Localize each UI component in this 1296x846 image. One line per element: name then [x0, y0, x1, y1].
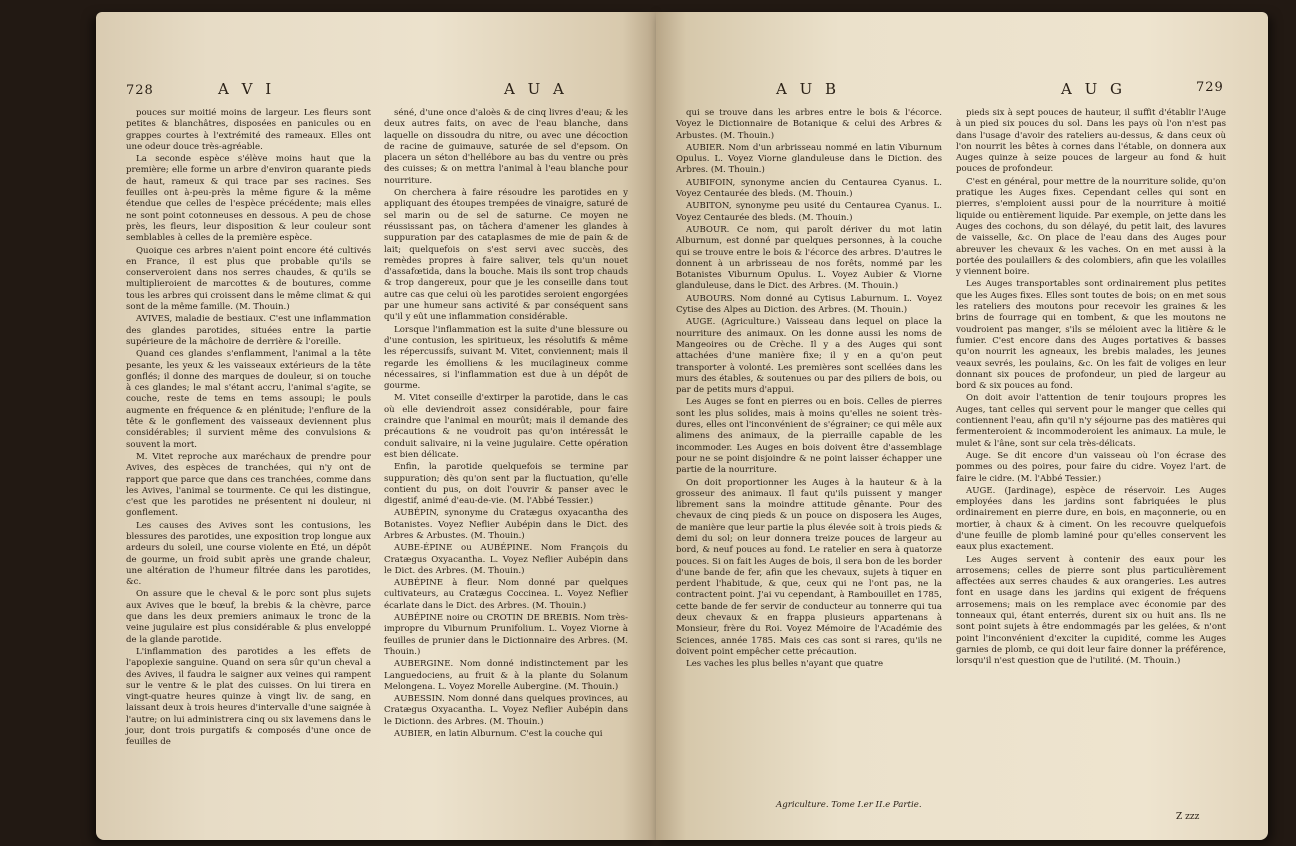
- paragraph: AUBESSIN. Nom donné dans quelques provinces, au Cratægus Oxyacantha. L. Voyez Neflier Aubépin dans le Dictionn. des Arbres. (M. Thouin.): [384, 694, 628, 727]
- left-column-1: [126, 108, 371, 750]
- left-column-2: [384, 108, 628, 741]
- paragraph: AUBIER. Nom d'un arbrisseau nommé en latin Viburnum Opulus. L. Voyez Viorne glanduleuse dans le Diction. des Arbres. (M. Thouin.): [676, 142, 942, 176]
- paragraph: M. Vitet reproche aux maréchaux de prendre pour Avives, des espèces de tranchées, qui n'y ont de rapport que parce que dans ces tranchées, comme dans les Avives, l'animal se tourmente. Ce qui les distingue, c'est que les parotides ne présentent ni douleur, ni gonflement.: [126, 451, 371, 519]
- right-page: [656, 12, 1268, 840]
- paragraph: AVIVES, maladie de bestiaux. C'est une inflammation des glandes parotides, situées entre la partie supérieure de la mâchoire de derrière & l'oreille.: [126, 314, 371, 347]
- right-head-aug: A U G: [1061, 80, 1126, 98]
- paragraph: Les Auges servent à contenir des eaux pour les arrosemens; celles de pierre sont plus particulièrement affectées aux serres chaudes & aux orangeries. Les autres font en usage dans les jardins qui exigent de fréquens arrosemens; mais on les remplace avec économie par des tonneaux qui, étant enterrés, durent six ou huit ans. Ils ne sont point sujets à être endommagés par les gelées, & n'ont point l'inconvénient d'exciter la cupidité, comme les Auges garnies de plomb, ce qui doit leur faire donner la préférence, lorsqu'il n'est question que de l'utilité. (M. Thouin.): [956, 554, 1226, 667]
- paragraph: AUGE. (Jardinage), espèce de réservoir. Les Auges employées dans les jardins sont fabriquées le plus ordinairement en pierre dure, en bois, en maçonnerie, ou en mortier, à chaux & à ciment. On les recouvre quelquefois d'une feuille de plomb laminé pour qu'elles conservent les eaux plus exactement.: [956, 485, 1226, 553]
- right-page-number: 729: [1196, 80, 1224, 95]
- paragraph: C'est en général, pour mettre de la nourriture solide, qu'on pratique les Auges fixes. Cependant celles qui sont en pierres, s'emploient aussi pour de la nourriture à moitié liquide ou entièrement liquide. Par exemple, on jette dans les Auges des cochons, du son délayé, du petit lait, des lavures de vaisselle, &c. On place de l'eau dans des Auges pour abreuver les chevaux & les vaches. On en met aussi à la portée des poulaillers & des colombiers, afin que les volailles y viennent boire.: [956, 176, 1226, 278]
- paragraph: Lorsque l'inflammation est la suite d'une blessure ou d'une contusion, les spiritueux, les résolutifs & même les répercussifs, suivant M. Vitet, conviennent; mais il regarde les émolliens & les mucilagineux comme nécessaires, si l'inflammation est due à un dépôt de gourme.: [384, 324, 628, 392]
- paragraph: M. Vitet conseille d'extirper la parotide, dans le cas où elle deviendroit assez considérable, pour faire craindre que l'animal en mourût; mais il demande des précautions & ne voudroit pas qu'on intéressât le conduit salivaire, ni la veine jugulaire. Cette opération est bien délicate.: [384, 393, 628, 460]
- paragraph: On doit avoir l'attention de tenir toujours propres les Auges, tant celles qui servent pour le manger que celles qui contiennent l'eau, afin qu'il n'y séjourne pas des matières qui fermenteroient & incommoderoient les animaux. La mule, le mulet & l'âne, sont sur cela très-délicats.: [956, 393, 1226, 449]
- volume-footer: Agriculture. Tome I.er II.e Partie.: [776, 800, 922, 810]
- paragraph: AUBE-ÉPINE ou AUBÉPINE. Nom François du Cratægus Oxyacantha. L. Voyez Neflier Aubépin dans le Dict. des Arbres. (M. Thouin.): [384, 543, 628, 576]
- left-page-number: 728: [126, 83, 154, 98]
- paragraph: AUBIER, en latin Alburnum. C'est la couche qui: [394, 729, 603, 740]
- right-head-aub: A U B: [776, 80, 841, 98]
- signature-mark: Z zzz: [1176, 812, 1200, 822]
- left-head-aua: A U A: [504, 80, 568, 98]
- paragraph: séné, d'une once d'aloès & de cinq livres d'eau; & les deux autres faits, on avec de l'eau blanche, dans laquelle on dissoudra du nitre, ou avec une décoction de racine de guimauve, saturée de sel d'epsom. On placera un séton d'hellébore au bas du ventre ou près des cuisses; & on mettra l'animal à l'eau blanche pour nourriture.: [384, 108, 628, 186]
- left-page: [96, 12, 656, 840]
- paragraph: On assure que le cheval & le porc sont plus sujets aux Avives que le bœuf, la brebis & la chèvre, parce que dans les deux premiers animaux le tronc de la veine jugulaire est plus considérable & plus enveloppé de la glande parotide.: [126, 589, 371, 645]
- paragraph: AUBERGINE. Nom donné indistinctement par les Languedociens, au fruit & à la plante du Solanum Melongena. L. Voyez Morelle Aubergine. (M. Thouin.): [384, 659, 628, 692]
- paragraph: AUBITON, synonyme peu usité du Centaurea Cyanus. L. Voyez Centaurée des bleds. (M. Thouin.): [676, 201, 942, 223]
- paragraph: La seconde espèce s'élève moins haut que la première; elle forme un arbre d'environ quarante pieds de haut, rameux & qui trace par ses racines. Ses feuilles ont à-peu-près la même figure & la même étendue que celles de l'espèce précédente; mais elles ne sont point cotonneuses en dessous. A peu de chose près, les fleurs, leur disposition & leur couleur sont semblables à celles de la première espèce.: [126, 154, 371, 244]
- paragraph: Quoique ces arbres n'aient point encore été cultivés en France, il est plus que probable qu'ils se conserveroient dans nos serres chaudes, & qu'ils se multiplieroient de marcottes & de boutures, comme tous les arbres qui croissent dans le même climat & qui sont de la même famille. (M. Thouin.): [126, 245, 371, 313]
- right-column-1: [676, 108, 942, 672]
- paragraph: pouces sur moitié moins de largeur. Les fleurs sont petites & blanchâtres, disposées en panicules ou en grappes courtes à l'extrémité des rameaux. Elles ont une odeur douce très-agréable.: [126, 108, 371, 152]
- paragraph: L'inflammation des parotides a les effets de l'apoplexie sanguine. Quand on sera sûr qu'un cheval a des Avives, il faudra le saigner aux veines qui rampent sur le ventre & le plat des cuisses. On lui tirera en vingt-quatre heures quinze à vingt liv. de sang, en laissant deux à trois heures d'intervalle d'une saignée à l'autre; on lui administrera cinq ou six lavemens dans le jour, dont trois purgatifs & composés d'une once de feuilles de: [126, 646, 371, 748]
- left-running-head: [126, 80, 626, 98]
- paragraph: pieds six à sept pouces de hauteur, il suffit d'établir l'Auge à un pied six pouces du sol. Dans les pays où l'on n'est pas dans l'usage d'avoir des rateliers au-dessus, & dans ceux où l'on nourrit les bêtes à cornes dans l'étable, on donnera aux Auges quinze à seize pouces de largeur au fond & huit pouces de profondeur.: [956, 108, 1226, 175]
- paragraph: Les Auges transportables sont ordinairement plus petites que les Auges fixes. Elles sont toutes de bois; on en met sous les rateliers des moutons pour recevoir les graines & les brins de fourrage qui en tombent, & que les moutons ne voudroient pas manger, s'ils se méloient avec la litière & le fumier. C'est encore dans des Auges portatives & basses qu'on nourrit les agneaux, les brebis malades, les jeunes veaux sevrés, les poulains, &c. On les fait de voliges en leur donnant six pouces de profondeur, un pied de largeur au bord & six pouces au fond.: [956, 279, 1226, 392]
- right-column-2: [956, 108, 1226, 669]
- paragraph: Les vaches les plus belles n'ayant que quatre: [686, 659, 884, 670]
- paragraph: On cherchera à faire résoudre les parotides en y appliquant des étoupes trempées de vinaigre, saturé de sel marin ou de sel de saturne. Ce moyen ne réussissant pas, on tâchera d'amener les glandes à suppuration par des cataplasmes de mie de pain & de lait; quelquefois on s'est servi avec succès, des remèdes propres à faire saliver, tels qu'un nouet d'assafœtida, dans la bouche. Mais ils sont trop chauds & trop dangereux, pour que je les conseille dans tout autre cas que celui où les parotides seroient engorgées par une humeur sans activité & par conséquent sans qu'il y eût une inflammation considérable.: [384, 188, 628, 323]
- paragraph: AUGE. (Agriculture.) Vaisseau dans lequel on place la nourriture des animaux. On les donne aussi les noms de Mangeoires ou de Crèche. Il y a des Auges qui sont attachées d'une manière fixe; il y en a qu'on peut transporter à volonté. Les premières sont scellées dans les murs des étables, & soutenues ou par des piliers de bois, ou par de petits murs d'appui.: [676, 317, 942, 396]
- paragraph: Enfin, la parotide quelquefois se termine par suppuration; dès qu'on sent par la fluctuation, qu'elle contient du pus, on doit l'ouvrir & panser avec le digestif, animé d'eau-de-vie. (M. l'Abbé Tessier.): [384, 462, 628, 507]
- paragraph: qui se trouve dans les arbres entre le bois & l'écorce. Voyez le Dictionnaire de Botanique & celui des Arbres & Arbustes. (M. Thouin.): [676, 108, 942, 141]
- paragraph: Les causes des Avives sont les contusions, les blessures des parotides, une exposition trop longue aux ardeurs du soleil, une course violente en Été, un dépôt de gourme, un froid subit après une grande chaleur, une altération de l'humeur filtrée dans les parotides, &c.: [126, 520, 371, 588]
- paragraph: Quand ces glandes s'enflamment, l'animal a la tête pesante, les yeux & les vaisseaux extérieurs de la tête gonflés; il donne des marques de douleur, si on touche à ces glandes; le mal s'étant accru, l'animal s'agite, se couche, reste de tems en tems assoupi; le pouls augmente en fréquence & en plénitude; l'enflure de la tête & le gonflement des vaisseaux deviennent plus considérables; il survient même des convulsions & souvent la mort.: [126, 349, 371, 450]
- paragraph: AUBIFOIN, synonyme ancien du Centaurea Cyanus. L. Voyez Centaurée des bleds. (M. Thouin.): [676, 177, 942, 200]
- paragraph: On doit proportionner les Auges à la hauteur & à la grosseur des animaux. Il faut qu'ils puissent y manger librement sans la moindre attitude gênante. Pour des chevaux de cinq pieds & un pouce on disposera les Auges, de manière que leur partie la plus élevée soit à trois pieds & demi du sol; on leur donnera treize pouces de largeur au bord, & neuf pouces au fond. Le ratelier en sera à quatorze pouces. Si on fait les Auges de bois, il sera bon de les border d'une bande de fer, afin que les chevaux, sujets à tiquer en perdent l'habitude, & que, ceux qui ne l'ont pas, ne la contractent point. J'ai vu cependant, à Rambouillet en 1785, cette bande de fer servir de conducteur au tonnerre qui tua deux chevaux & en frappa plusieurs appartenans à Monsieur, frère du Roi. Voyez Mémoire de l'Académie des Sciences, année 1785. Mais ces cas sont si rares, qu'ils ne doivent point empêcher cette précaution.: [676, 477, 942, 657]
- paragraph: Auge. Se dit encore d'un vaisseau où l'on écrase des pommes ou des poires, pour faire du cidre. Voyez l'art. de faire le cidre. (M. l'Abbé Tessier.): [956, 450, 1226, 484]
- paragraph: AUBÉPINE noire ou CROTIN DE BREBIS. Nom très-impropre du Viburnum Prunifolium. L. Voyez Viorne à feuilles de prunier dans le Dictionnaire des Arbres. (M. Thouin.): [384, 613, 628, 657]
- paragraph: AUBOUR. Ce nom, qui paroît dériver du mot latin Alburnum, est donné par quelques personnes, à la couche qui se trouve entre le bois & l'écorce des arbres. D'autres le donnent à un arbrisseau de nos forêts, nommé par les Botanistes Viburnum Opulus. L. Voyez Aubier & Viorne glanduleuse, dans le Dict. des Arbres. (M. Thouin.): [676, 224, 942, 292]
- left-head-avi: A V I: [218, 80, 276, 98]
- paragraph: AUBÉPINE à fleur. Nom donné par quelques cultivateurs, au Cratægus Coccinea. L. Voyez Neflier écarlate dans le Dict. des Arbres. (M. Thouin.): [384, 578, 628, 611]
- paragraph: AUBOURS. Nom donné au Cytisus Laburnum. L. Voyez Cytise des Alpes au Diction. des Arbres. (M. Thouin.): [676, 293, 942, 316]
- paragraph: Les Auges se font en pierres ou en bois. Celles de pierres sont les plus solides, mais à moins qu'elles ne soient très-dures, elles ont l'inconvénient de s'égrainer; ce qui mêle aux alimens des animaux, de la pierraille capable de les incommoder. Les Auges en bois doivent être d'assemblage pour ne se point disjoindre & ne point laisser échapper une partie de la nourriture.: [676, 397, 942, 476]
- paragraph: AUBÉPIN, synonyme du Cratægus oxyacantha des Botanistes. Voyez Neflier Aubépin dans le Dict. des Arbres & Arbustes. (M. Thouin.): [384, 508, 628, 541]
